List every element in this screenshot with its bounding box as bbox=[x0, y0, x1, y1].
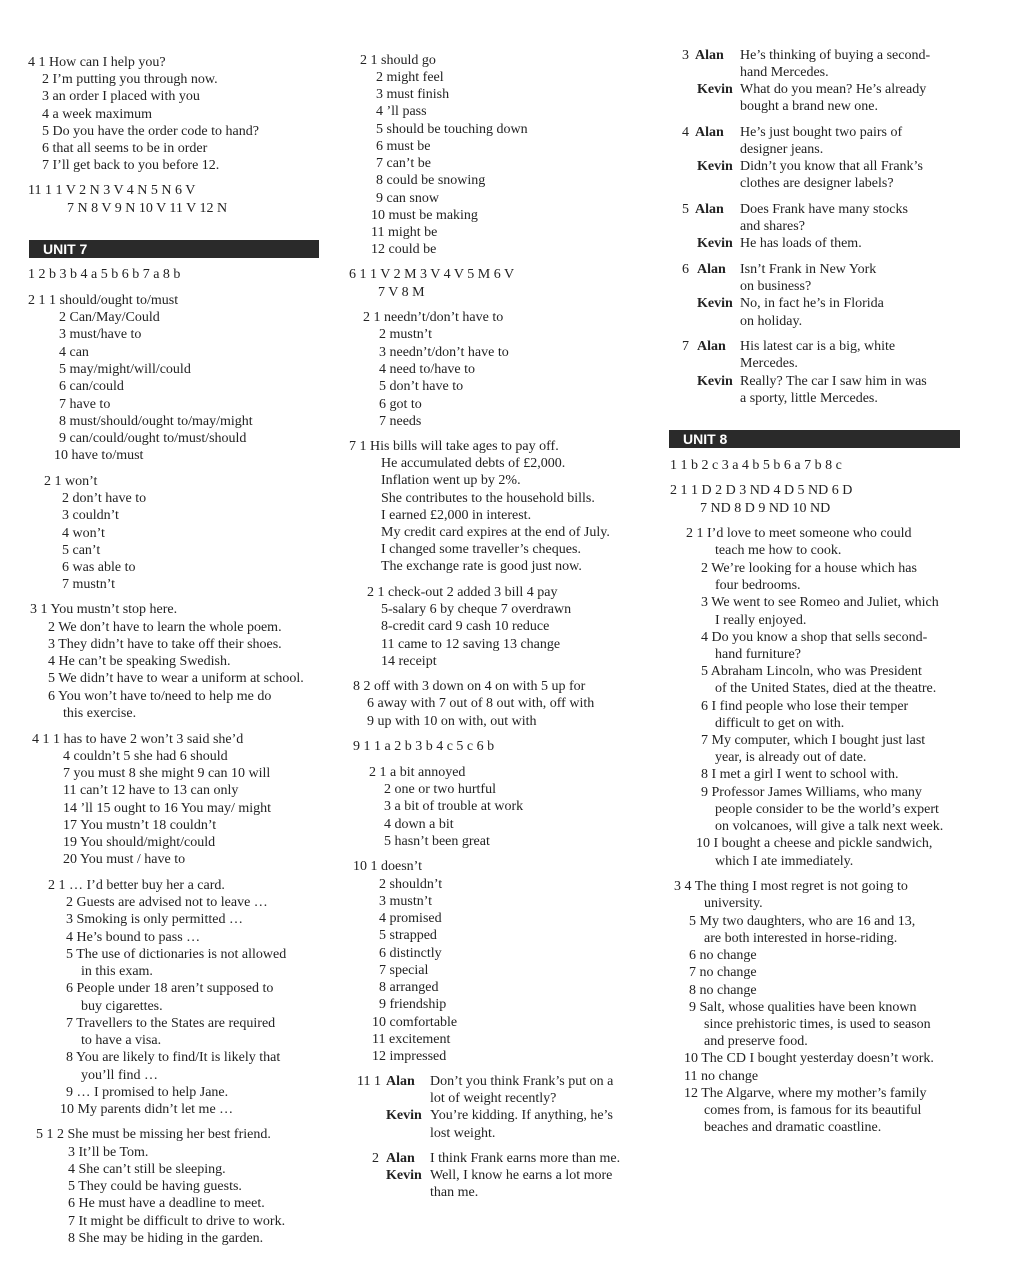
answer-line: 2 1 1 D 2 D 3 ND 4 D 5 ND 6 D bbox=[670, 483, 853, 498]
answer-line: 7 have to bbox=[59, 397, 111, 412]
answer-line: 1 2 b 3 b 4 a 5 b 6 b 7 a 8 b bbox=[28, 267, 181, 282]
answer-line: in this exam. bbox=[81, 964, 153, 979]
answer-line: 4 He’s bound to pass … bbox=[66, 930, 201, 945]
answer-line: 4 He can’t be speaking Swedish. bbox=[48, 654, 231, 669]
answer-line: 4 need to/have to bbox=[379, 362, 476, 377]
exercise-number: 4 bbox=[682, 125, 689, 140]
answer-line: My credit card expires at the end of July. bbox=[381, 525, 610, 540]
speaker-name: Alan bbox=[697, 262, 726, 277]
answer-line: comes from, is famous for its beautiful bbox=[704, 1103, 922, 1118]
answer-line: 11 excitement bbox=[372, 1032, 451, 1047]
answer-line: 10 comfortable bbox=[372, 1015, 458, 1030]
answer-line: which I ate immediately. bbox=[715, 854, 854, 869]
answer-line: 11 came to 12 saving 13 change bbox=[381, 637, 561, 652]
answer-line: 6 distinctly bbox=[379, 946, 442, 961]
dialogue-line: Isn’t Frank in New York bbox=[740, 262, 877, 277]
answer-line: 5 should be touching down bbox=[376, 122, 528, 137]
answer-line: 20 You must / have to bbox=[63, 852, 186, 867]
answer-line: 2 one or two hurtful bbox=[384, 782, 496, 797]
answer-line: 3 It’ll be Tom. bbox=[68, 1145, 149, 1160]
dialogue-line: He’s thinking of buying a second- bbox=[740, 48, 931, 63]
answer-line: 7 needs bbox=[379, 414, 422, 429]
answer-line: 6 away with 7 out of 8 out with, off with bbox=[367, 696, 595, 711]
dialogue-line: He has loads of them. bbox=[740, 236, 862, 251]
answer-line: 19 You should/might/could bbox=[63, 835, 216, 850]
answer-line: people consider to be the world’s expert bbox=[715, 802, 939, 817]
answer-line: 4 Do you know a shop that sells second- bbox=[701, 630, 928, 645]
answer-line: hand furniture? bbox=[715, 647, 801, 662]
answer-line: 5 can’t bbox=[62, 543, 101, 558]
answer-line: 2 1 a bit annoyed bbox=[369, 765, 466, 780]
speaker-name: Kevin bbox=[697, 82, 733, 97]
answer-line: 2 We’re looking for a house which has bbox=[701, 561, 917, 576]
answer-line: 7 mustn’t bbox=[62, 577, 116, 592]
answer-line: are both interested in horse-riding. bbox=[704, 931, 898, 946]
dialogue-line: You’re kidding. If anything, he’s bbox=[430, 1108, 613, 1123]
answer-line: 3 Smoking is only permitted … bbox=[66, 912, 243, 927]
answer-line: 3 mustn’t bbox=[379, 894, 433, 909]
answer-line: 5 don’t have to bbox=[379, 379, 464, 394]
speaker-name: Alan bbox=[695, 125, 724, 140]
answer-line: 12 could be bbox=[371, 242, 437, 257]
dialogue-line: I think Frank earns more than me. bbox=[430, 1151, 621, 1166]
answer-line: 7 1 His bills will take ages to pay off. bbox=[349, 439, 559, 454]
answer-line: She contributes to the household bills. bbox=[381, 491, 595, 506]
answer-line: 3 couldn’t bbox=[62, 508, 119, 523]
dialogue-line: lost weight. bbox=[430, 1126, 496, 1141]
answer-line: four bedrooms. bbox=[715, 578, 801, 593]
answer-line: 10 I bought a cheese and pickle sandwich, bbox=[696, 836, 933, 851]
answer-line: buy cigarettes. bbox=[81, 999, 163, 1014]
answer-line: 10 The CD I bought yesterday doesn’t work. bbox=[684, 1051, 934, 1066]
dialogue-line: a sporty, little Mercedes. bbox=[740, 391, 878, 406]
exercise-number: 3 bbox=[682, 48, 689, 63]
answer-line: you’ll find … bbox=[81, 1068, 158, 1083]
answer-line: 11 1 1 V 2 N 3 V 4 N 5 N 6 V bbox=[28, 183, 196, 198]
answer-line: 7 you must 8 she might 9 can 10 will bbox=[63, 766, 271, 781]
answer-line: 9 Salt, whose qualities have been known bbox=[689, 1000, 917, 1015]
answer-line: 11 can’t 12 have to 13 can only bbox=[63, 783, 239, 798]
answer-line: The exchange rate is good just now. bbox=[381, 559, 582, 574]
dialogue-line: bought a brand new one. bbox=[740, 99, 879, 114]
answer-line: 2 might feel bbox=[376, 70, 444, 85]
answer-line: 2 Guests are advised not to leave … bbox=[66, 895, 268, 910]
speaker-name: Alan bbox=[695, 48, 724, 63]
answer-line: 4 She can’t still be sleeping. bbox=[68, 1162, 226, 1177]
answer-line: 7 no change bbox=[689, 965, 757, 980]
dialogue-line: Really? The car I saw him in was bbox=[740, 374, 927, 389]
answer-line: 6 no change bbox=[689, 948, 757, 963]
answer-line: beaches and dramatic coastline. bbox=[704, 1120, 882, 1135]
answer-line: 5 The use of dictionaries is not allowed bbox=[66, 947, 287, 962]
answer-line: 8 She may be hiding in the garden. bbox=[68, 1231, 264, 1246]
answer-line: 2 Can/May/Could bbox=[59, 310, 160, 325]
answer-line: 14 receipt bbox=[381, 654, 437, 669]
dialogue-line: Mercedes. bbox=[740, 356, 798, 371]
answer-line: 2 1 check-out 2 added 3 bill 4 pay bbox=[367, 585, 558, 600]
answer-line: 10 1 doesn’t bbox=[353, 859, 422, 874]
exercise-number: 5 bbox=[682, 202, 689, 217]
answer-line: 4 down a bit bbox=[384, 817, 454, 832]
answer-line: 10 have to/must bbox=[54, 448, 144, 463]
dialogue-line: on business? bbox=[740, 279, 812, 294]
answer-line: 10 must be making bbox=[371, 208, 478, 223]
answer-line: 8 no change bbox=[689, 983, 757, 998]
exercise-number: 6 bbox=[682, 262, 689, 277]
answer-line: university. bbox=[704, 896, 763, 911]
answer-line: 6 that all seems to be in order bbox=[42, 141, 208, 156]
answer-line: 2 1 won’t bbox=[44, 474, 98, 489]
answer-line: 8 I met a girl I went to school with. bbox=[701, 767, 899, 782]
unit-8-banner: UNIT 8 bbox=[669, 430, 960, 448]
answer-line: 2 mustn’t bbox=[379, 327, 433, 342]
answer-line: 17 You mustn’t 18 couldn’t bbox=[63, 818, 217, 833]
answer-line: 9 … I promised to help Jane. bbox=[66, 1085, 229, 1100]
answer-line: this exercise. bbox=[63, 706, 137, 721]
dialogue-line: than me. bbox=[430, 1185, 479, 1200]
answer-line: difficult to get on with. bbox=[715, 716, 845, 731]
dialogue-line: clothes are designer labels? bbox=[740, 176, 894, 191]
answer-line: since prehistoric times, is used to season bbox=[704, 1017, 931, 1032]
answer-line: 7 Travellers to the States are required bbox=[66, 1016, 276, 1031]
answer-line: 9 up with 10 on with, out with bbox=[367, 714, 537, 729]
speaker-name: Kevin bbox=[697, 236, 733, 251]
answer-line: 11 no change bbox=[684, 1069, 759, 1084]
answer-line: 2 1 needn’t/don’t have to bbox=[363, 310, 504, 325]
answer-line: 5 may/might/will/could bbox=[59, 362, 191, 377]
answer-line: 5 strapped bbox=[379, 928, 437, 943]
answer-line: I changed some traveller’s cheques. bbox=[381, 542, 581, 557]
answer-line: 3 an order I placed with you bbox=[42, 89, 200, 104]
exercise-number: 2 bbox=[372, 1151, 379, 1166]
answer-line: 5 They could be having guests. bbox=[68, 1179, 242, 1194]
answer-line: 5 We didn’t have to wear a uniform at school. bbox=[48, 671, 304, 686]
dialogue-line: hand Mercedes. bbox=[740, 65, 829, 80]
answer-line: 5 hasn’t been great bbox=[384, 834, 490, 849]
speaker-name: Alan bbox=[695, 202, 724, 217]
speaker-name: Alan bbox=[386, 1151, 415, 1166]
answer-line: 7 N 8 V 9 N 10 V 11 V 12 N bbox=[67, 201, 228, 216]
answer-line: 3 a bit of trouble at work bbox=[384, 799, 524, 814]
answer-line: to have a visa. bbox=[81, 1033, 162, 1048]
answer-line: 2 don’t have to bbox=[62, 491, 147, 506]
dialogue-line: His latest car is a big, white bbox=[740, 339, 896, 354]
speaker-name: Kevin bbox=[386, 1168, 422, 1183]
answer-line: 5 My two daughters, who are 16 and 13, bbox=[689, 914, 916, 929]
answer-line: 4 can bbox=[59, 345, 89, 360]
answer-line: 9 1 1 a 2 b 3 b 4 c 5 c 6 b bbox=[353, 739, 495, 754]
answer-line: 5 Do you have the order code to hand? bbox=[42, 124, 259, 139]
answer-line: 6 People under 18 aren’t supposed to bbox=[66, 981, 274, 996]
answer-line: 4 couldn’t 5 she had 6 should bbox=[63, 749, 228, 764]
answer-line: 4 1 How can I help you? bbox=[28, 55, 166, 70]
answer-line: 6 can/could bbox=[59, 379, 124, 394]
answer-line: I really enjoyed. bbox=[715, 613, 807, 628]
answer-line: 3 must/have to bbox=[59, 327, 142, 342]
answer-line: 7 ND 8 D 9 ND 10 ND bbox=[700, 501, 831, 516]
answer-line: 9 can snow bbox=[376, 191, 439, 206]
answer-line: 6 He must have a deadline to meet. bbox=[68, 1196, 265, 1211]
speaker-name: Alan bbox=[697, 339, 726, 354]
dialogue-line: Does Frank have many stocks bbox=[740, 202, 908, 217]
answer-line: 8 2 off with 3 down on 4 on with 5 up for bbox=[353, 679, 586, 694]
answer-line: teach me how to cook. bbox=[715, 543, 842, 558]
exercise-number: 11 1 bbox=[357, 1074, 381, 1089]
answer-line: 2 1 1 should/ought to/must bbox=[28, 293, 179, 308]
answer-line: 3 We went to see Romeo and Juliet, which bbox=[701, 595, 939, 610]
answer-line: 2 1 I’d love to meet someone who could bbox=[686, 526, 912, 541]
answer-line: 7 special bbox=[379, 963, 429, 978]
answer-line: 4 promised bbox=[379, 911, 442, 926]
answer-line: 6 1 1 V 2 M 3 V 4 V 5 M 6 V bbox=[349, 267, 515, 282]
exercise-number: 7 bbox=[682, 339, 689, 354]
answer-line: 9 Professor James Williams, who many bbox=[701, 785, 922, 800]
dialogue-line: and shares? bbox=[740, 219, 805, 234]
answer-line: 7 V 8 M bbox=[378, 285, 425, 300]
answer-line: 4 won’t bbox=[62, 526, 105, 541]
answer-line: I earned £2,000 in interest. bbox=[381, 508, 532, 523]
answer-line: 6 must be bbox=[376, 139, 431, 154]
dialogue-line: on holiday. bbox=[740, 314, 803, 329]
answer-line: 2 We don’t have to learn the whole poem. bbox=[48, 620, 282, 635]
answer-line: 4 1 1 has to have 2 won’t 3 said she’d bbox=[32, 732, 244, 747]
dialogue-line: What do you mean? He’s already bbox=[740, 82, 927, 97]
answer-line: 5 Abraham Lincoln, who was President bbox=[701, 664, 922, 679]
dialogue-line: lot of weight recently? bbox=[430, 1091, 557, 1106]
answer-line: 6 got to bbox=[379, 397, 422, 412]
answer-line: 3 They didn’t have to take off their shoes. bbox=[48, 637, 282, 652]
answer-line: and preserve food. bbox=[704, 1034, 808, 1049]
answer-line: Inflation went up by 2%. bbox=[381, 473, 521, 488]
dialogue-line: Don’t you think Frank’s put on a bbox=[430, 1074, 614, 1089]
answer-line: 2 1 should go bbox=[360, 53, 436, 68]
answer-line: of the United States, died at the theatre. bbox=[715, 681, 937, 696]
speaker-name: Alan bbox=[386, 1074, 415, 1089]
dialogue-line: No, in fact he’s in Florida bbox=[740, 296, 884, 311]
answer-line: 6 You won’t have to/need to help me do bbox=[48, 689, 272, 704]
answer-line: 5-salary 6 by cheque 7 overdrawn bbox=[381, 602, 572, 617]
answer-line: 9 friendship bbox=[379, 997, 447, 1012]
speaker-name: Kevin bbox=[697, 374, 733, 389]
speaker-name: Kevin bbox=[386, 1108, 422, 1123]
answer-line: 6 I find people who lose their temper bbox=[701, 699, 909, 714]
answer-line: He accumulated debts of £2,000. bbox=[381, 456, 566, 471]
answer-line: 9 can/could/ought to/must/should bbox=[59, 431, 247, 446]
answer-line: 3 must finish bbox=[376, 87, 450, 102]
answer-line: 6 was able to bbox=[62, 560, 136, 575]
answer-line: year, is already out of date. bbox=[715, 750, 867, 765]
answer-line: 7 It might be difficult to drive to work. bbox=[68, 1214, 286, 1229]
answer-line: 3 4 The thing I most regret is not going to bbox=[674, 879, 908, 894]
answer-line: 8 could be snowing bbox=[376, 173, 486, 188]
dialogue-line: Well, I know he earns a lot more bbox=[430, 1168, 613, 1183]
answer-line: 7 My computer, which I bought just last bbox=[701, 733, 926, 748]
answer-line: 14 ’ll 15 ought to 16 You may/ might bbox=[63, 801, 272, 816]
speaker-name: Kevin bbox=[697, 296, 733, 311]
dialogue-line: Didn’t you know that all Frank’s bbox=[740, 159, 923, 174]
answer-line: 11 might be bbox=[371, 225, 438, 240]
dialogue-line: designer jeans. bbox=[740, 142, 824, 157]
answer-line: 4 a week maximum bbox=[42, 107, 153, 122]
answer-line: 1 1 b 2 c 3 a 4 b 5 b 6 a 7 b 8 c bbox=[670, 458, 842, 473]
answer-line: 7 I’ll get back to you before 12. bbox=[42, 158, 220, 173]
speaker-name: Kevin bbox=[697, 159, 733, 174]
answer-line: 12 The Algarve, where my mother’s family bbox=[684, 1086, 927, 1101]
answer-line: 8-credit card 9 cash 10 reduce bbox=[381, 619, 550, 634]
answer-line: 4 ’ll pass bbox=[376, 104, 427, 119]
answer-line: 8 You are likely to find/It is likely that bbox=[66, 1050, 281, 1065]
answer-line: 5 1 2 She must be missing her best friend. bbox=[36, 1127, 271, 1142]
answer-line: 8 arranged bbox=[379, 980, 439, 995]
answer-line: 8 must/should/ought to/may/might bbox=[59, 414, 253, 429]
answer-line: 7 can’t be bbox=[376, 156, 431, 171]
answer-line: 3 1 You mustn’t stop here. bbox=[30, 602, 178, 617]
answer-line: 2 1 … I’d better buy her a card. bbox=[48, 878, 225, 893]
answer-line: on volcanoes, will give a talk next week. bbox=[715, 819, 944, 834]
answer-line: 10 My parents didn’t let me … bbox=[60, 1102, 234, 1117]
answer-line: 12 impressed bbox=[372, 1049, 447, 1064]
unit-7-banner: UNIT 7 bbox=[29, 240, 319, 258]
answer-line: 2 I’m putting you through now. bbox=[42, 72, 218, 87]
dialogue-line: He’s just bought two pairs of bbox=[740, 125, 903, 140]
answer-line: 2 shouldn’t bbox=[379, 877, 443, 892]
answer-line: 3 needn’t/don’t have to bbox=[379, 345, 509, 360]
